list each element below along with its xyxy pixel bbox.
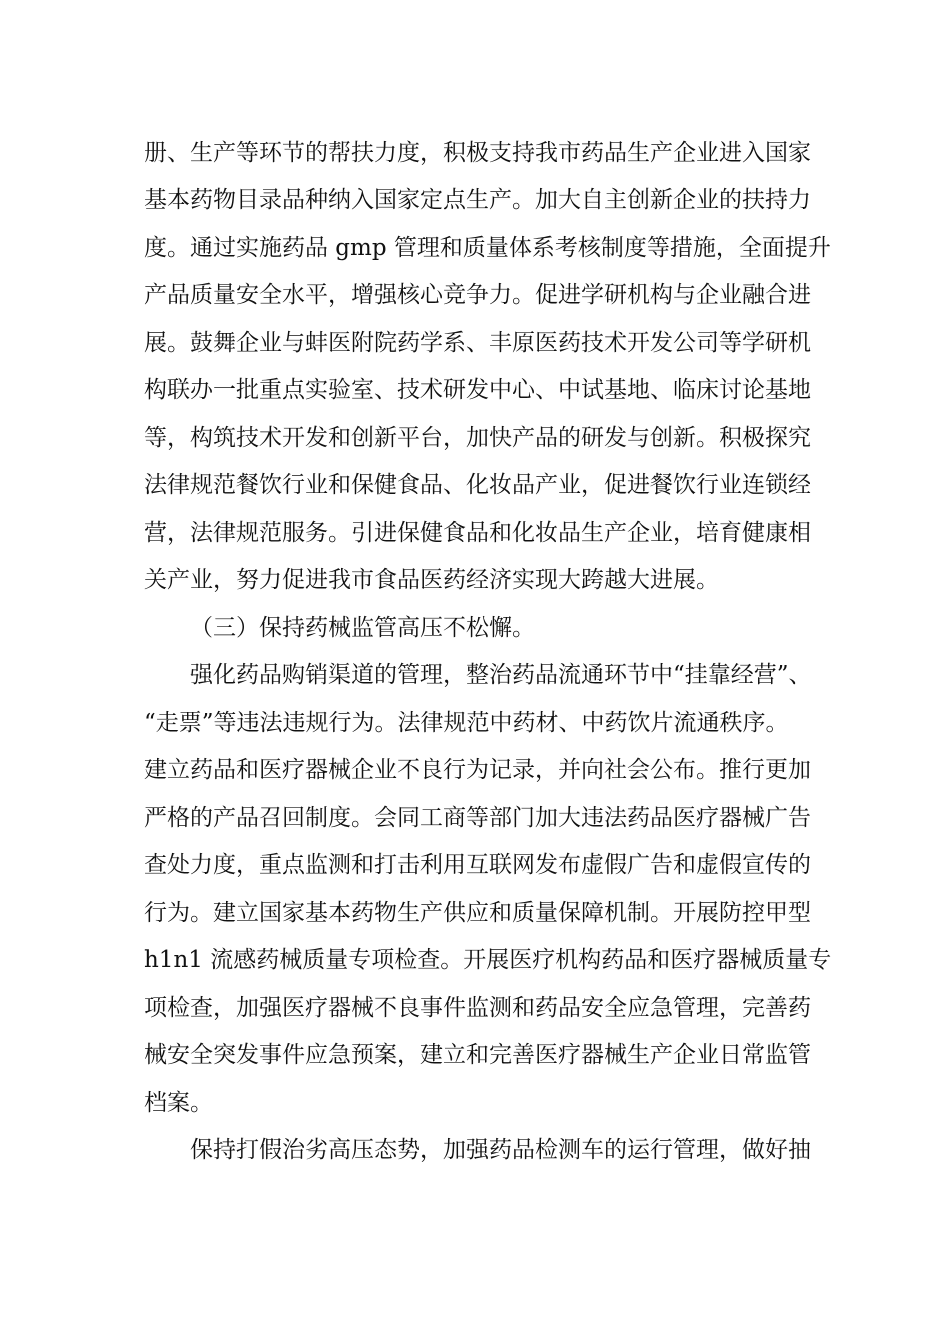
section-heading: （三）保持药械监管高压不松懈。 (190, 615, 535, 641)
text-line: 构联办一批重点实验室、技术研发中心、中试基地、临床讨论基地 (144, 377, 811, 403)
text-line: 行为。建立国家基本药物生产供应和质量保障机制。开展防控甲型 (144, 900, 811, 926)
text-line: 查处力度，重点监测和打击利用互联网发布虚假广告和虚假宣传的 (144, 852, 811, 878)
text-line: 等，构筑技术开发和创新平台，加快产品的研发与创新。积极探究 (144, 425, 811, 451)
text-line: 产品质量安全水平，增强核心竞争力。促进学研机构与企业融合进 (144, 282, 811, 308)
text-line: 册、生产等环节的帮扶力度，积极支持我市药品生产企业进入国家 (144, 140, 811, 166)
text-line: 项检查，加强医疗器械不良事件监测和药品安全应急管理，完善药 (144, 995, 811, 1021)
text-line: 强化药品购销渠道的管理，整治药品流通环节中“挂靠经营”、 (190, 662, 812, 688)
text-line: 法律规范餐饮行业和保健食品、化妆品产业，促进餐饮行业连锁经 (144, 472, 811, 498)
text-line: 营，法律规范服务。引进保健食品和化妆品生产企业，培育健康相 (144, 520, 811, 546)
text-line: 关产业，努力促进我市食品医药经济实现大跨越大进展。 (144, 567, 719, 593)
text-line: 械安全突发事件应急预案，建立和完善医疗器械生产企业日常监管 (144, 1042, 811, 1068)
text-line: 保持打假治劣高压态势，加强药品检测车的运行管理，做好抽 (190, 1137, 811, 1163)
text-line: h1n1 流感药械质量专项检查。开展医疗机构药品和医疗器械质量专 (144, 947, 832, 973)
text-line: “走票”等违法违规行为。法律规范中药材、中药饮片流通秩序。 (144, 710, 789, 736)
text-line: 展。鼓舞企业与蚌医附院药学系、丰原医药技术开发公司等学研机 (144, 330, 811, 356)
text-line: 建立药品和医疗器械企业不良行为记录，并向社会公布。推行更加 (144, 757, 811, 783)
text-line: 严格的产品召回制度。会同工商等部门加大违法药品医疗器械广告 (144, 805, 811, 831)
text-line: 基本药物目录品种纳入国家定点生产。加大自主创新企业的扶持力 (144, 187, 811, 213)
text-line: 档案。 (144, 1090, 213, 1116)
text-line: 度。通过实施药品 gmp 管理和质量体系考核制度等措施，全面提升 (144, 235, 831, 261)
